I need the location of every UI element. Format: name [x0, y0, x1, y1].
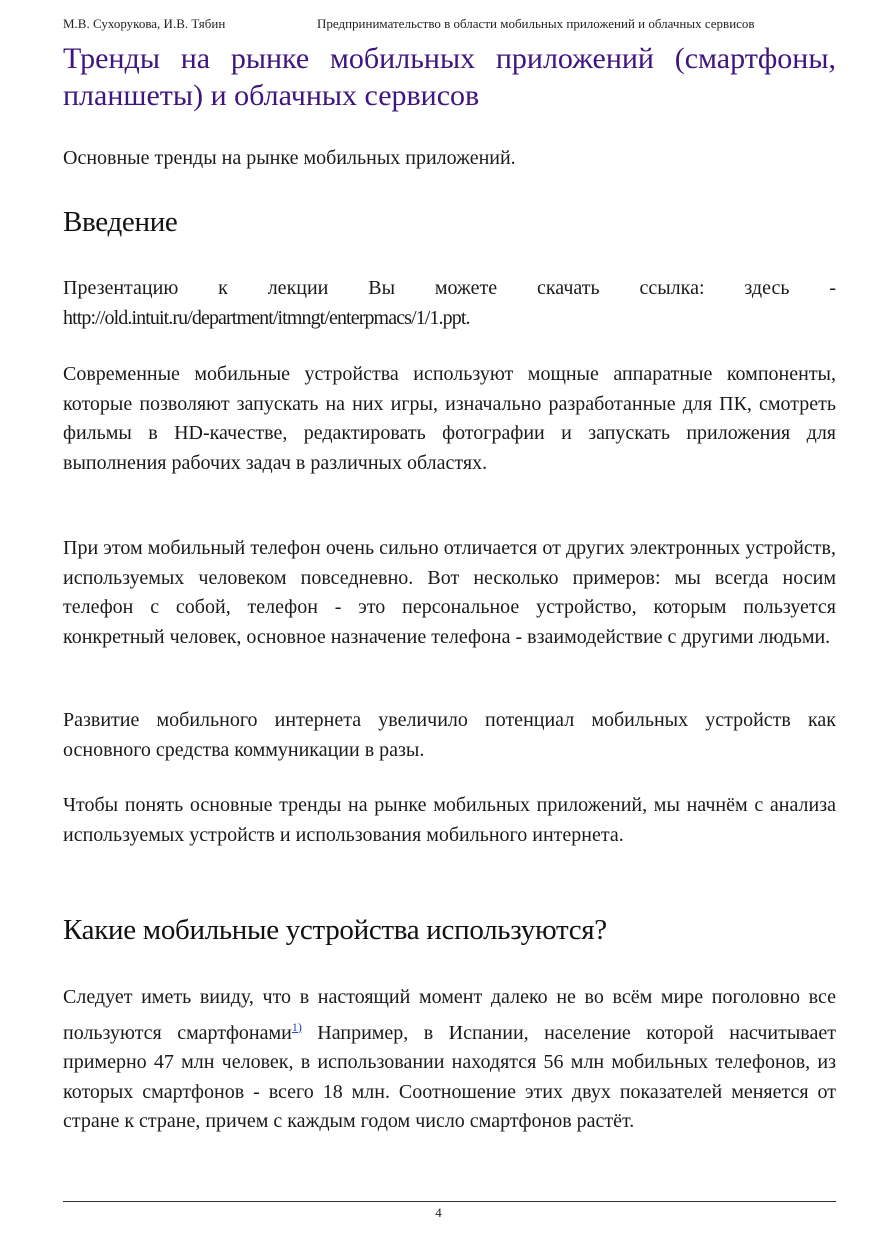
paragraph-modern-devices: Современные мобильные устройства используют мощные аппаратные компоненты, которые позволяют запускать на них игры, изначально разработанные для ПК, смотреть фильмы в HD-качестве, редактировать фотографии и запускать приложения для выполнения рабочих задач в различных областях. — [63, 363, 836, 474]
section-heading-devices-used: Какие мобильные устройства используются? — [63, 914, 607, 946]
footer-divider — [63, 1201, 836, 1202]
paragraph-analysis-plan: Чтобы понять основные тренды на рынке мобильных приложений, мы начнём с анализа используемых устройств и использования мобильного интернета. — [63, 794, 836, 846]
intro-paragraph: Основные тренды на рынке мобильных приложений. — [63, 147, 516, 169]
paragraph-mobile-internet: Развитие мобильного интернета увеличило потенциал мобильных устройств как основного средства коммуникации в разы. — [63, 709, 836, 761]
presentation-url[interactable]: http://old.intuit.ru/department/itmngt/enterpmacs/1/1.ppt. — [63, 306, 470, 329]
paragraph-smartphone-usage — [63, 983, 836, 1137]
footnote-link[interactable]: 1) — [291, 1019, 302, 1034]
running-header-course: Предпринимательство в области мобильных приложений и облачных сервисов — [317, 16, 755, 31]
paragraph-text: Презентацию к лекции Вы можете скачать ссылка: здесь - — [63, 277, 836, 299]
page-title: Тренды на рынке мобильных приложений (смартфоны, планшеты) и облачных сервисов — [63, 42, 836, 112]
paragraph-text-start: Следует иметь вииду, что в настоящий момент далеко не во всём мире поголовно все пользуются смартфонами — [63, 986, 836, 1044]
page-number: 4 — [435, 1205, 442, 1220]
running-header-authors: М.В. Сухорукова, И.В. Тябин — [63, 16, 226, 31]
paragraph-presentation-link — [63, 274, 836, 333]
section-heading-introduction: Введение — [63, 206, 178, 238]
paragraph-text-end: Например, в Испании, население которой насчитывает примерно 47 млн человек, в использовании находятся 56 млн мобильных телефонов, из которых смартфонов - всего 18 млн. Соотношение этих двух показателей меняется от стране к стране, причем с каждым годом число смартфонов растёт. — [63, 1021, 836, 1133]
paragraph-phone-differences: При этом мобильный телефон очень сильно отличается от других электронных устройств, используемых человеком повседневно. Вот несколько примеров: мы всегда носим телефон с собой, телефон - это персональное устройство, которым пользуется конкретный человек, основное назначение телефона - взаимодействие с другими людьми. — [63, 537, 836, 648]
